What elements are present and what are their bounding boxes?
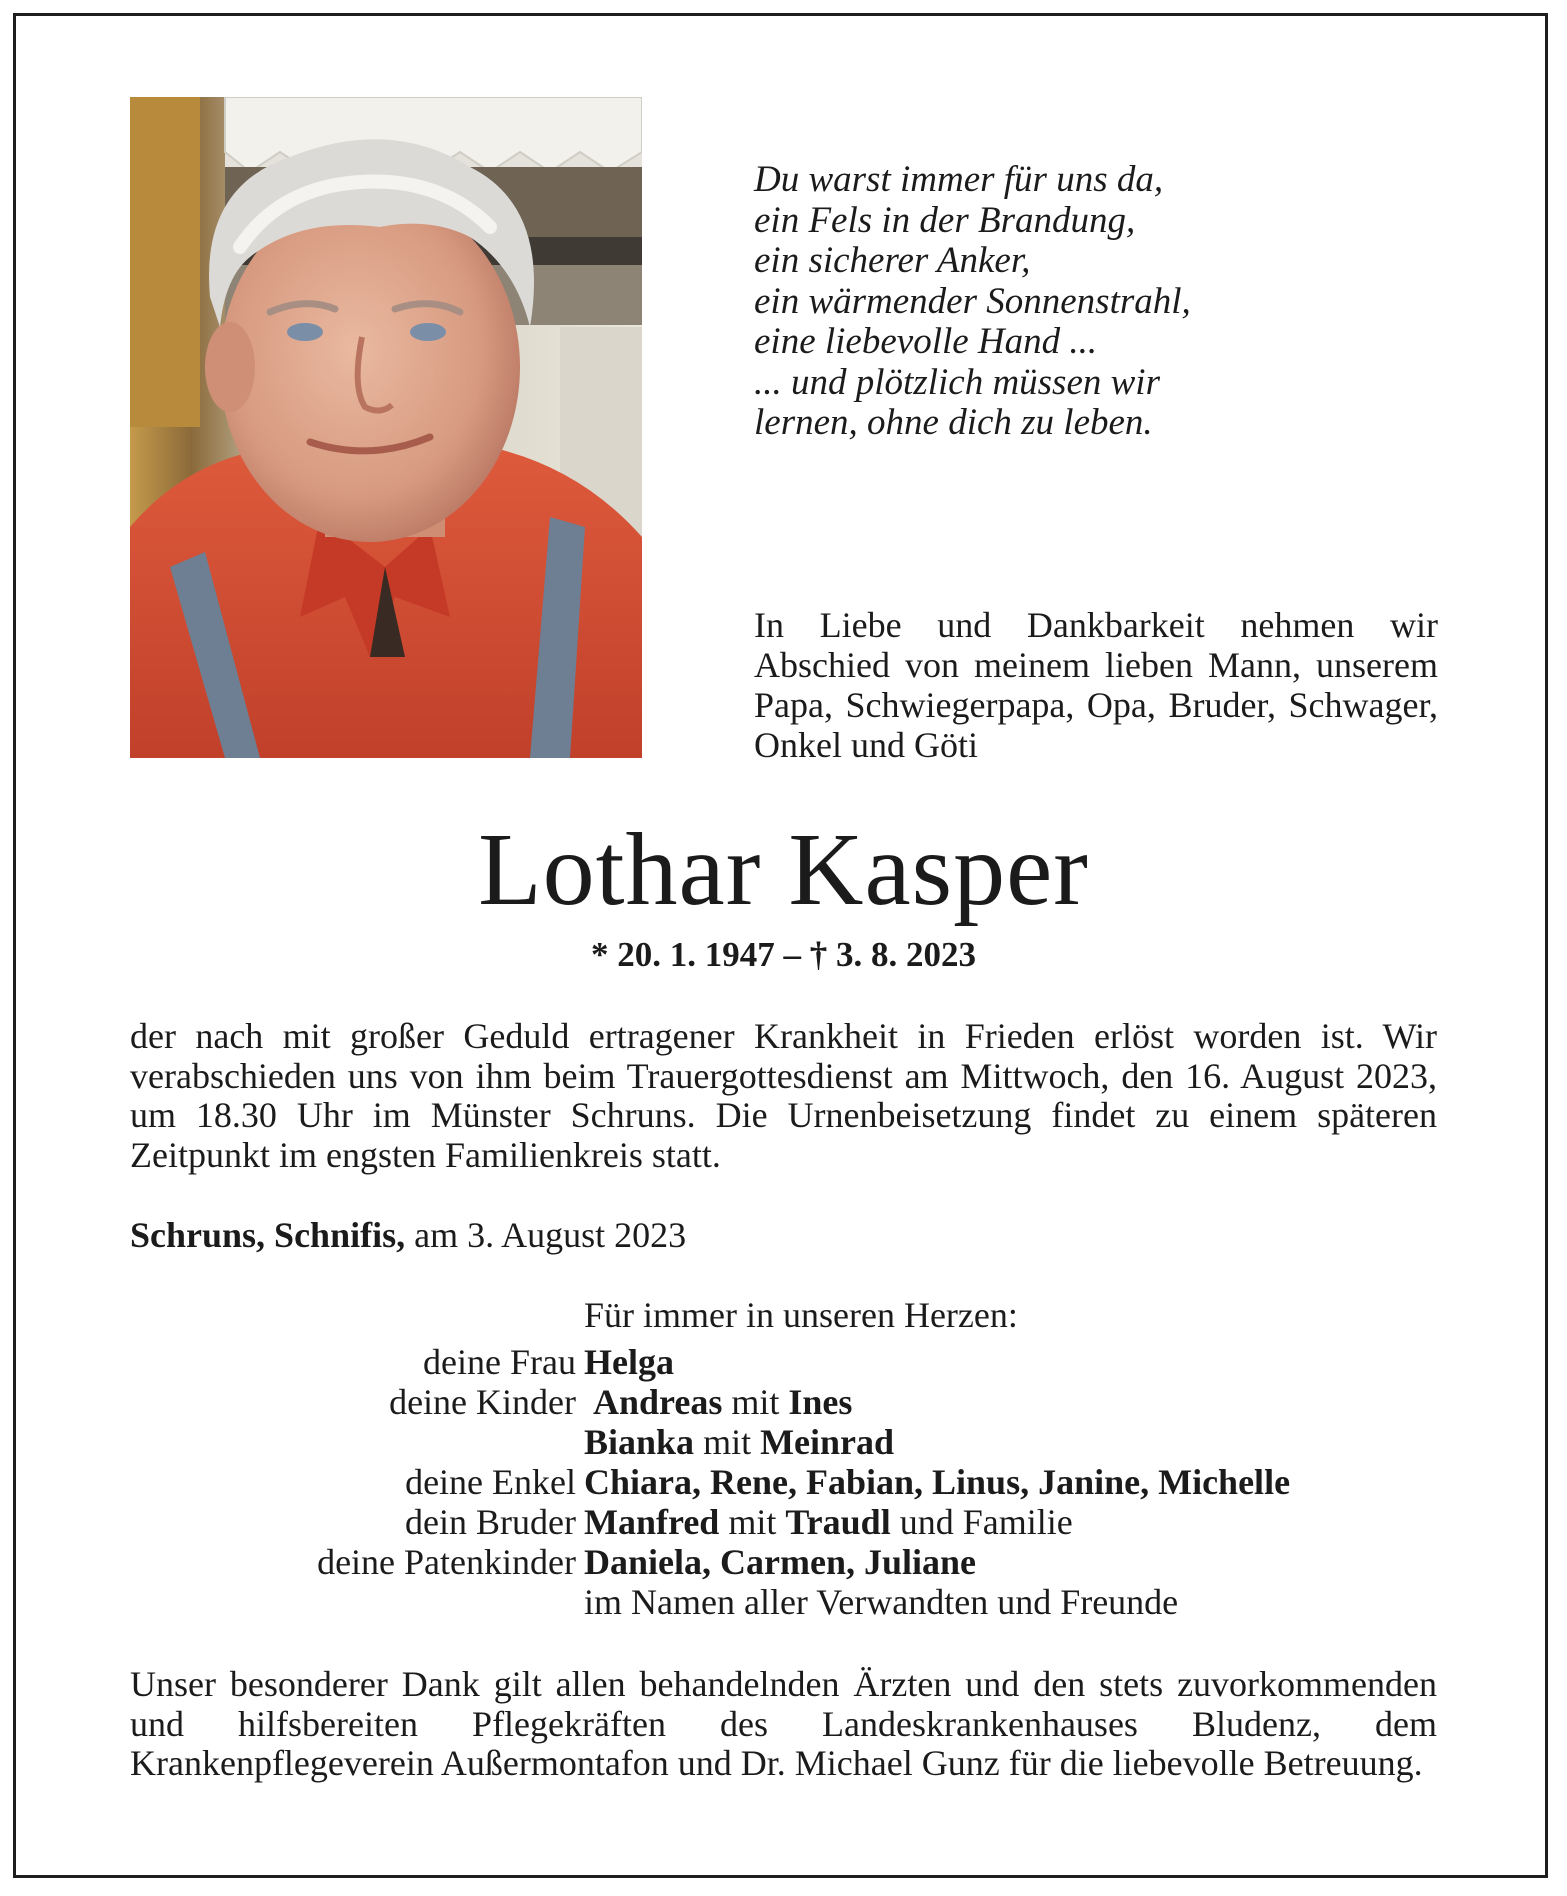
family-row-kinder-2 [130,1422,1450,1462]
poem-line: lernen, ohne dich zu leben. [754,402,1153,443]
family-name: Bianka [584,1422,695,1462]
farewell-intro: In Liebe und Dankbarkeit nehmen wir Abschied von meinem lieben Mann, unserem Papa, Schwiegerpapa, Opa, Bruder, Schwager, Onkel und Göti [754,605,1438,765]
family-name: Helga [584,1342,674,1382]
life-dates: * 20. 1. 1947 – † 3. 8. 2023 [591,935,976,974]
poem-line: ein Fels in der Brandung, [754,199,1136,241]
family-name: Andreas [593,1382,723,1422]
poem-line: eine liebevolle Hand ... [754,321,1098,362]
deceased-name: Lothar Kasper [478,812,1089,927]
relation-label: deine Kinder [389,1382,576,1422]
poem-line: ein wärmender Sonnenstrahl, [754,280,1191,322]
connector: mit [731,1382,780,1422]
place-date-text: am 3. August 2023 [414,1215,687,1255]
portrait-photo [130,97,642,758]
family-name: Ines [788,1382,853,1422]
family-name: Traudl [785,1502,891,1542]
poem-line: Du warst immer für uns da, [754,159,1164,200]
family-list [130,1342,1450,1622]
family-name: Daniela, Carmen, Juliane [584,1542,976,1582]
place-towns: Schruns, Schnifis, [130,1215,406,1255]
family-row-enkel [130,1462,1450,1502]
family-name: Meinrad [760,1422,895,1462]
poem [754,160,1454,444]
poem-line: ein sicherer Anker, [754,240,1031,281]
thanks-note: Unser besonderer Dank gilt allen behandelnden Ärzten und den stets zuvorkommenden und hilfsbereiten Pflegekräften des Landeskrankenhauses Bludenz, dem Krankenpflegeverein Außermontafon und Dr. Michael Gunz für die liebevolle Betreuung. [130,1664,1437,1783]
family-row-others [130,1582,1450,1622]
family-name: Manfred [584,1502,720,1542]
forever-heading: Für immer in unseren Herzen: [584,1295,1018,1335]
connector: mit [728,1502,777,1542]
family-name: Chiara, Rene, Fabian, Linus, Janine, Michelle [584,1462,1291,1502]
family-row-kinder [130,1382,1450,1422]
connector: mit [703,1422,752,1462]
family-row-frau [130,1342,1450,1382]
family-row-paten [130,1542,1450,1582]
others-line: im Namen aller Verwandten und Freunde [584,1582,1179,1622]
poem-line: ... und plötzlich müssen wir [754,361,1160,403]
relation-label: dein Bruder [405,1502,576,1542]
place-date [130,1215,686,1255]
relation-label: deine Enkel [405,1462,576,1502]
family-row-bruder [130,1502,1450,1542]
funeral-details: der nach mit großer Geduld ertragener Krankheit in Frieden erlöst worden ist. Wir verabschieden uns von ihm beim Trauergottesdienst am Mittwoch, den 16. August 2023, um 18.30 Uhr im Münster Schruns. Die Urnenbeisetzung findet zu einem späteren Zeitpunkt im engsten Familienkreis statt. [130,1016,1437,1175]
family-suffix: und Familie [899,1502,1073,1542]
relation-label: deine Frau [423,1342,576,1382]
relation-label: deine Patenkinder [317,1542,576,1582]
